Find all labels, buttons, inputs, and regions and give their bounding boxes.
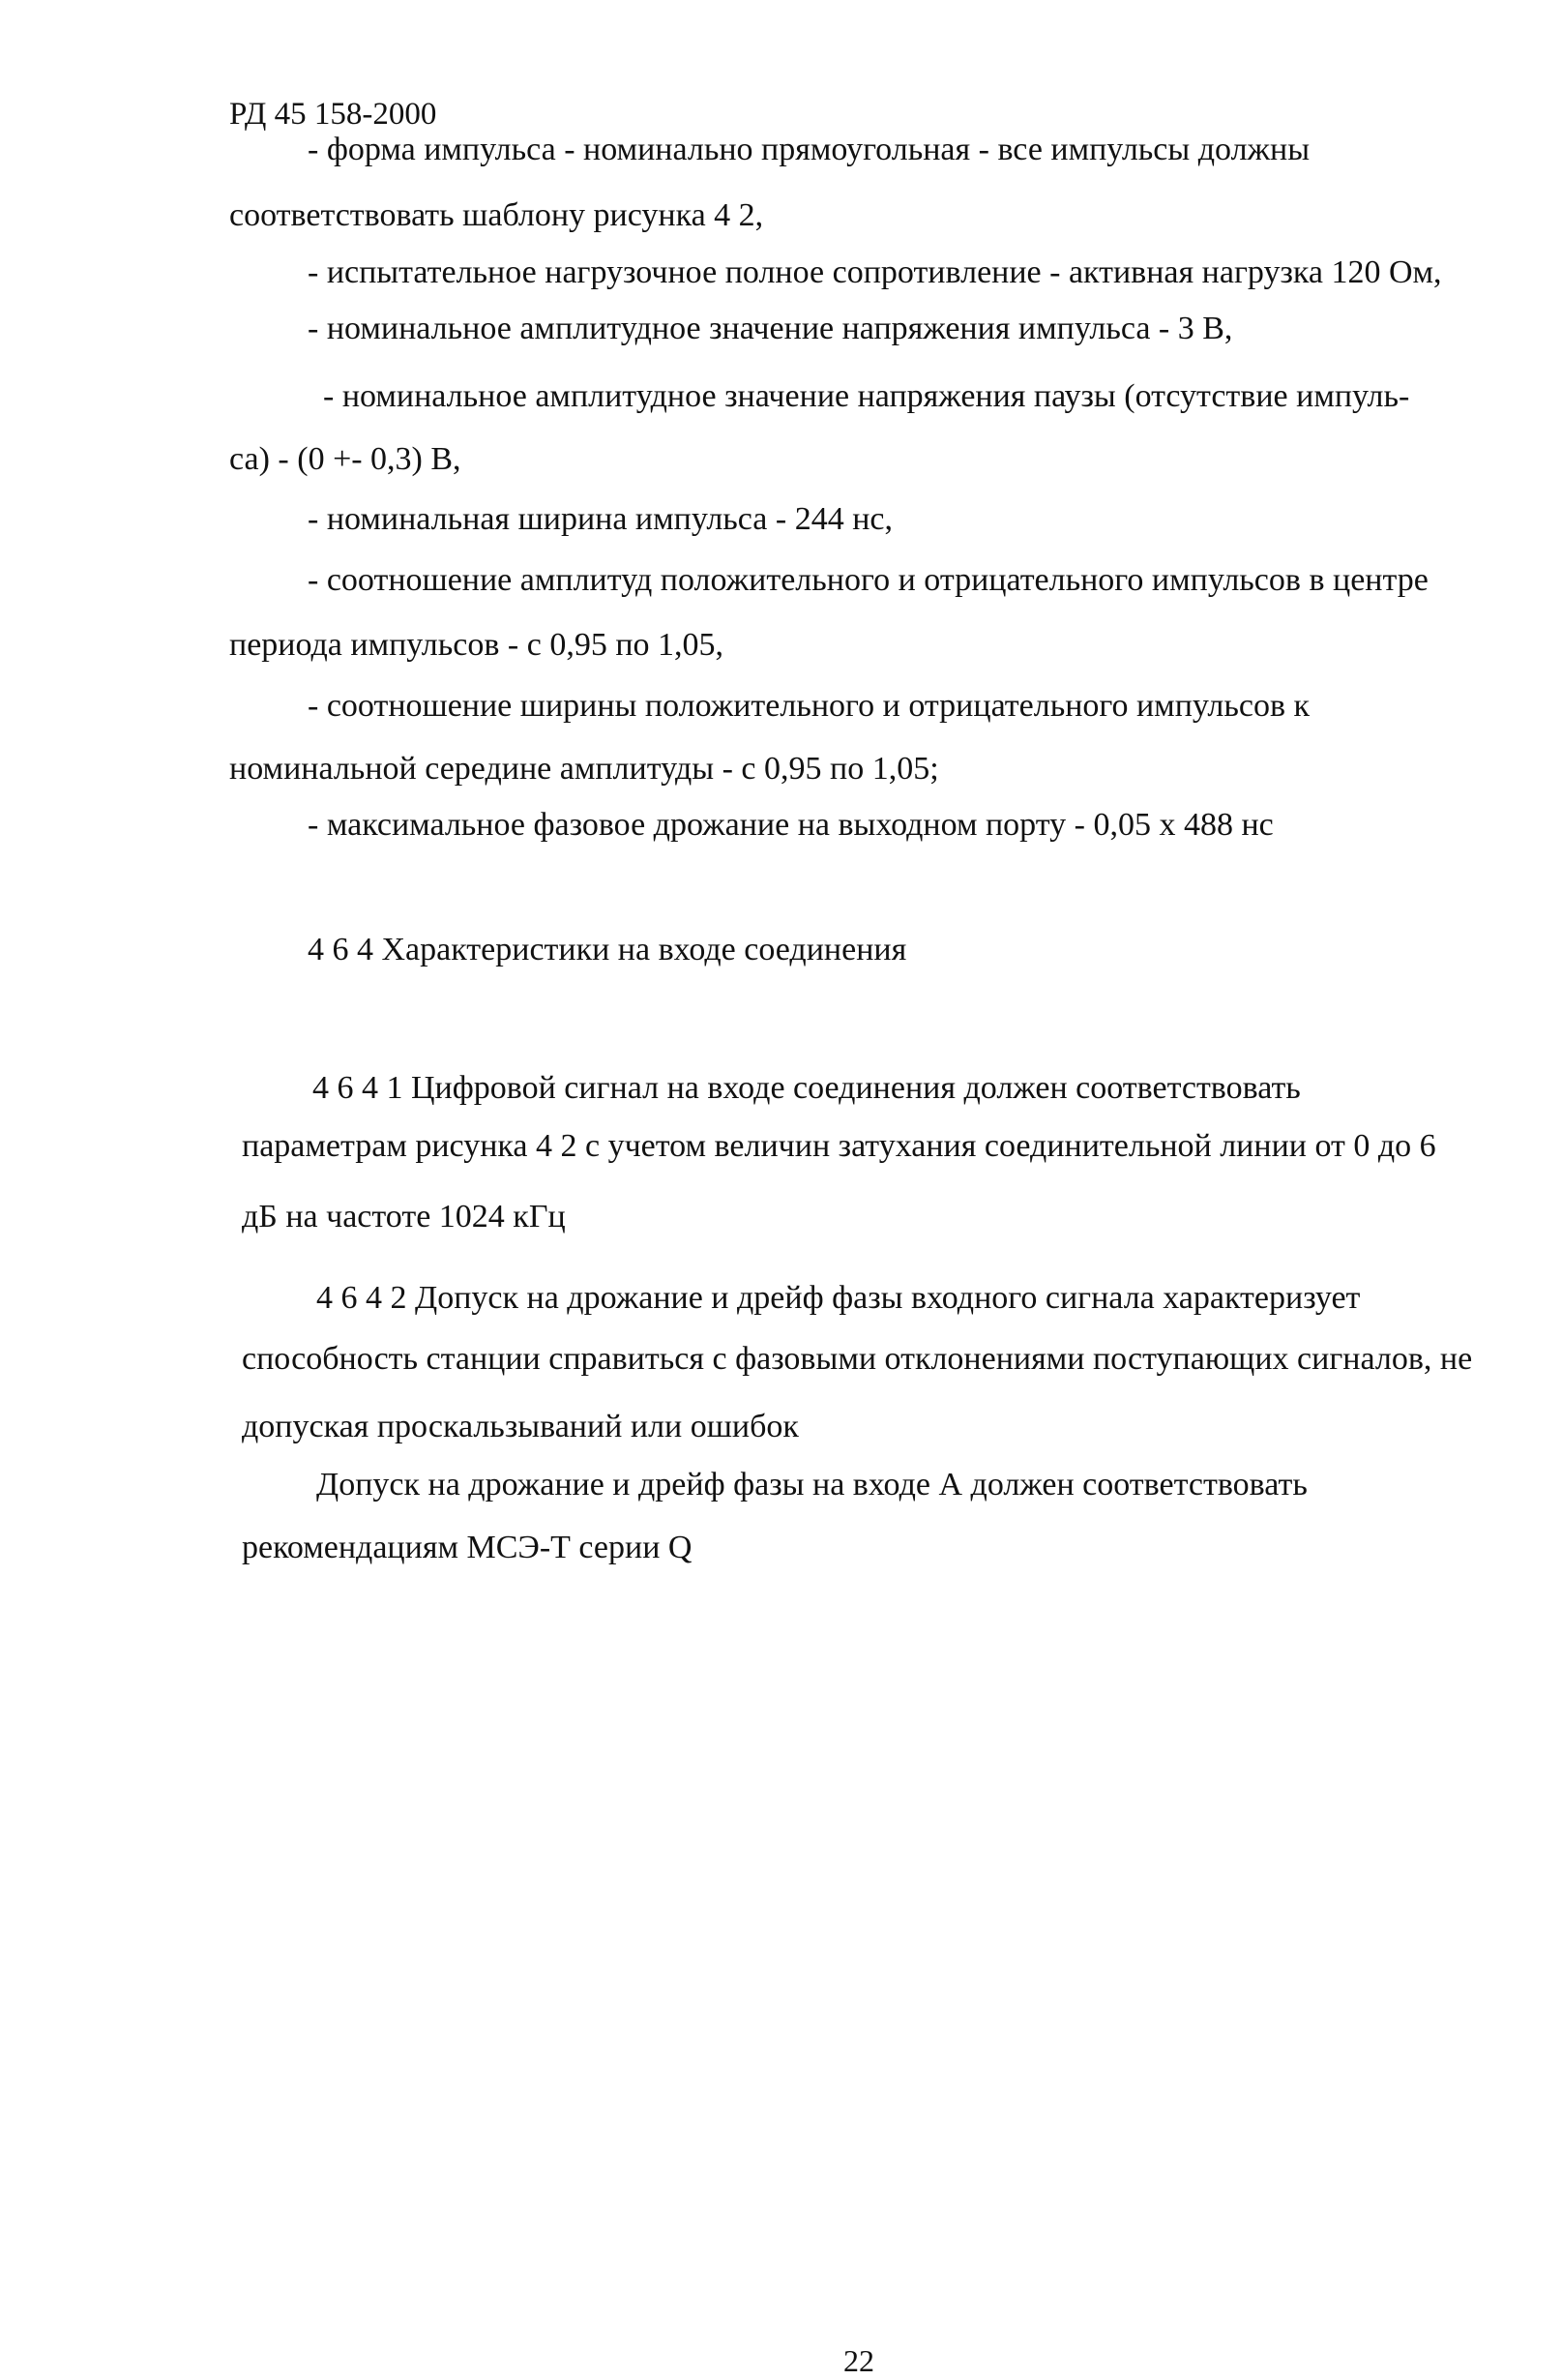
paragraph-4642-line-2: способность станции справиться с фазовыми отклонениями поступающих сигналов, не xyxy=(242,1341,1473,1377)
paragraph-4642-line-3: допуская проскальзываний или ошибок xyxy=(242,1409,799,1444)
section-heading: 4 6 4 Характеристики на входе соединения xyxy=(308,932,907,967)
spec-line-width-ratio: - соотношение ширины положительного и отрицательного импульсов к xyxy=(308,688,1311,724)
spec-line-max-jitter: - максимальное фазовое дрожание на выходном порту - 0,05 х 488 нс xyxy=(308,807,1274,843)
spec-line-test-load: - испытательное нагрузочное полное сопротивление - активная нагрузка 120 Ом, xyxy=(308,254,1442,290)
paragraph-jitter-tolerance-line-1: Допуск на дрожание и дрейф фазы на входе А должен соответствовать xyxy=(316,1467,1308,1502)
spec-line-pulse-width: - номинальная ширина импульса - 244 нс, xyxy=(308,501,894,537)
spec-line-pause-voltage-cont: са) - (0 +- 0,3) В, xyxy=(229,441,461,477)
spec-line-width-ratio-cont: номинальной середине амплитуды - с 0,95 по 1,05; xyxy=(229,751,939,787)
page-number: 22 xyxy=(843,2343,874,2378)
spec-line-pulse-shape-cont: соответствовать шаблону рисунка 4 2, xyxy=(229,197,764,233)
paragraph-4642-line-1: 4 6 4 2 Допуск на дрожание и дрейф фазы входного сигнала характеризует xyxy=(316,1280,1361,1316)
paragraph-jitter-tolerance-line-2: рекомендациям МСЭ-Т серии Q xyxy=(242,1530,693,1565)
paragraph-4641-line-3: дБ на частоте 1024 кГц xyxy=(242,1199,566,1235)
spec-line-pulse-shape: - форма импульса - номинально прямоугольная - все импульсы должны xyxy=(308,132,1311,167)
spec-line-pulse-voltage: - номинальное амплитудное значение напряжения импульса - 3 В, xyxy=(308,311,1233,346)
spec-line-amplitude-ratio: - соотношение амплитуд положительного и отрицательного импульсов в центре xyxy=(308,562,1429,598)
paragraph-4641-line-1: 4 6 4 1 Цифровой сигнал на входе соединения должен соответствовать xyxy=(312,1070,1301,1106)
spec-line-amplitude-ratio-cont: периода импульсов - с 0,95 по 1,05, xyxy=(229,627,724,663)
paragraph-4641-line-2: параметрам рисунка 4 2 с учетом величин затухания соединительной линии от 0 до 6 xyxy=(242,1128,1436,1164)
document-code-header: РД 45 158-2000 xyxy=(229,97,437,132)
spec-line-pause-voltage: - номинальное амплитудное значение напряжения паузы (отсутствие импуль- xyxy=(323,378,1410,414)
